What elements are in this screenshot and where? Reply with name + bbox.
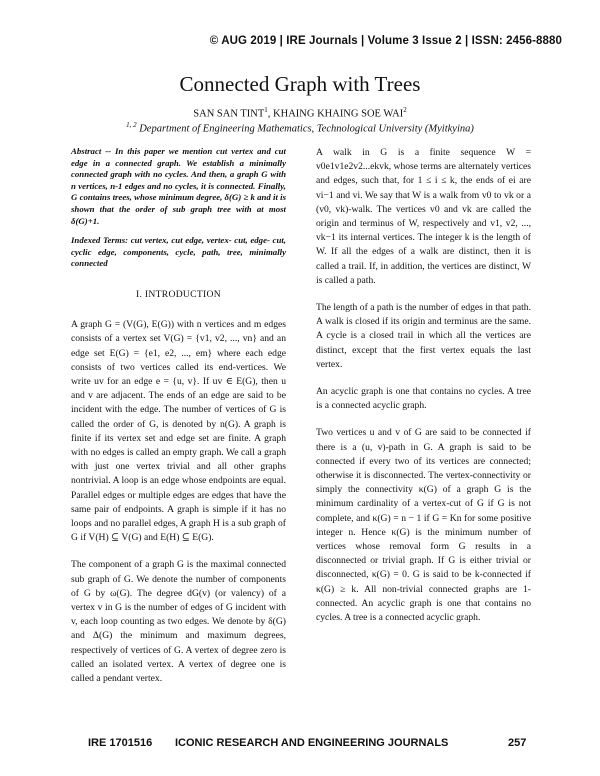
left-paragraph-1: A graph G = (V(G), E(G)) with n vertices and m edges consists of a vertex set V(G) = {v1, v2, ..., vn} and an edge set E(G) = {e1, e2, ..., em} where each edge consists of two vertices called its end-vertices. We write uv for an edge e = {u, v}. If uv ∈ E(G), then u and v are adjacent. The ends of an edge are said to be incident with the edge. The number of vertices of G is called the order of G, is denoted by n(G). A graph is finite if its vertex set and edge set are finite. A graph with no edges is called an empty graph. We call a graph with just one vertex trivial and all other graphs nontrivial. A loop is an edge whose endpoints are equal. Parallel edges or multiple edges are edges that have the same pair of endpoints. A graph is simple if it has no loops and no parallel edges, A graph H is a sub graph of G if V(H) ⊆ V(G) and E(H) ⊆ E(G). xyxy=(71,319,286,544)
affiliation: Department of Engineering Mathematics, Technological University (Myitkyina) xyxy=(139,123,474,135)
journal-header: © AUG 2019 | IRE Journals | Volume 3 Issue 2 | ISSN: 2456-8880 xyxy=(209,35,562,47)
footer-id: IRE 1701516 xyxy=(88,737,153,749)
author-2-sup: 2 xyxy=(403,106,407,114)
author-2: , KHAING KHAING SOE WAI xyxy=(267,108,404,120)
footer-journal: ICONIC RESEARCH AND ENGINEERING JOURNALS xyxy=(175,737,449,749)
footer-page-number: 257 xyxy=(508,737,527,749)
affiliation-line xyxy=(0,121,600,135)
author-1-sup: 1 xyxy=(264,106,268,114)
left-column xyxy=(71,146,286,699)
abstract: Abstract -- In this paper we mention cut vertex and cut edge in a connected graph. We establish a minimally connected graph with no cycles. And then, a graph G with n vertices, n-1 edges and no cycles, it is connected. Finally, G contains trees, whose minimum degree, δ(G) ≥ k and it is shown that the order of sub graph tree with at most δ(G)+1. xyxy=(71,146,286,226)
section-heading: I. INTRODUCTION xyxy=(136,288,221,300)
right-column xyxy=(316,146,531,638)
author-1: SAN SAN TINT xyxy=(193,108,265,120)
left-paragraph-2: The component of a graph G is the maximal connected sub graph of G. We denote the number of components of G by ω(G). The degree dG(v) (or valency) of a vertex v in G is the number of edges of G incident with v, each loop counting as two edges. We denote by δ(G) and Δ(G) the minimum and maximum degrees, respectively of vertices of G. A vertex of degree zero is called an isolated vertex. A vertex of degree one is called a pendant vertex. xyxy=(71,559,286,685)
index-terms: Indexed Terms: cut vertex, cut edge, vertex- cut, edge- cut, cyclic edge, components, cycle, path, tree, minimally connected xyxy=(71,235,286,269)
right-paragraph-1: A walk in G is a finite sequence W = v0e1v1e2v2...ekvk, whose terms are alternately vertices and edges, such that, for 1 ≤ i ≤ k, the ends of ei are vi−1 and vi. We say that W is a walk from v0 to vk or a (v0, vk)-walk. The vertices v0 and vk are called the origin and terminus of W, respectively and v1, v2, ..., vk−1 its internal vertices. The integer k is the length of W. If all the edges of a walk are distinct, then it is called a trail. If, in addition, the vertices are distinct, W is called a path. xyxy=(316,147,531,286)
author-line xyxy=(0,106,600,120)
right-paragraph-4: Two vertices u and v of G are said to be connected if there is a (u, v)-path in G. A graph is said to be connected if every two of its vertices are connected; otherwise it is disconnected. The vertex-connectivity or simply the connectivity κ(G) of a graph G is the minimum cardinality of a vertex-cut of G if G is not complete, and κ(G) = n − 1 if G = Kn for some positive integer n. Hence κ(G) is the minimum number of vertices whose removal form G results in a disconnected or trivial graph. If G is either trivial or disconnected, κ(G) = 0. G is said to be k-connected if κ(G) ≥ k. All non-trivial connected graphs are 1-connected. An acyclic graph is one that contains no cycles. A tree is a connected acyclic graph. xyxy=(316,427,531,624)
right-paragraph-2: The length of a path is the number of edges in that path. A walk is closed if its origin and terminus are the same. A cycle is a closed trail in which all the vertices are distinct, except that the first vertex equals the last vertex. xyxy=(316,302,531,370)
paper-title: Connected Graph with Trees xyxy=(179,72,421,96)
affiliation-sup: 1, 2 xyxy=(126,121,137,129)
right-paragraph-3: An acyclic graph is one that contains no cycles. A tree is a connected acyclic graph. xyxy=(316,386,531,412)
